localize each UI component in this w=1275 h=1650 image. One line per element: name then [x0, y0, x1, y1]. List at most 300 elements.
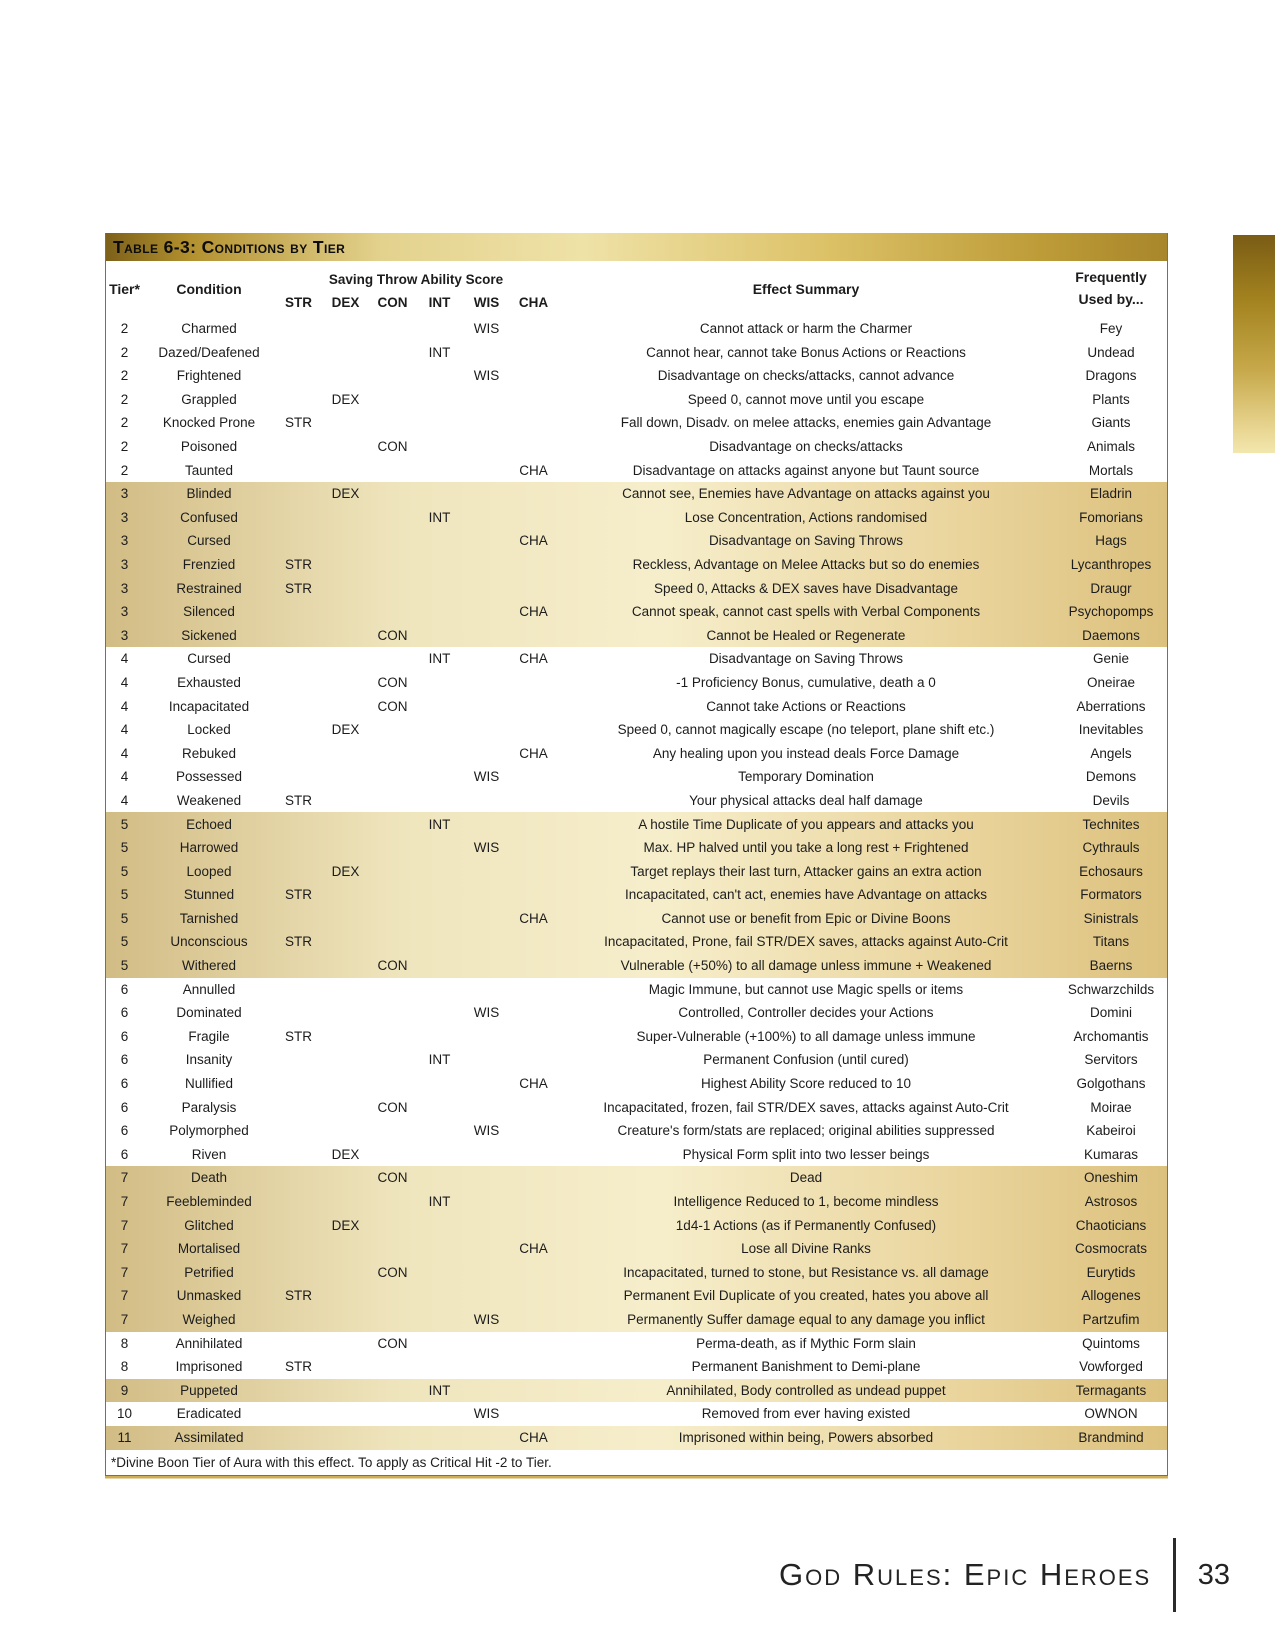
tier-cell: 6: [120, 981, 129, 997]
save-cell-con: CON: [377, 1335, 408, 1351]
table-row: [106, 1001, 1167, 1025]
used-by-cell: Cosmocrats: [1074, 1241, 1147, 1257]
effect-cell: Speed 0, cannot magically escape (no teleport, plane shift etc.): [617, 722, 995, 738]
table-row: [106, 1261, 1167, 1285]
effect-cell: Max. HP halved until you take a long rest + Frightened: [643, 840, 969, 856]
header-effect-summary: Effect Summary: [752, 281, 860, 297]
used-by-cell: Allogenes: [1081, 1288, 1141, 1304]
effect-cell: Permanently Suffer damage equal to any damage you inflict: [627, 1311, 985, 1327]
tier-cell: 6: [120, 1076, 129, 1092]
header-used-by-line2: Used by...: [1078, 291, 1144, 307]
tier-cell: 3: [120, 604, 129, 620]
table-row: [106, 1214, 1167, 1238]
tier-cell: 5: [120, 934, 129, 950]
condition-cell: Exhausted: [177, 674, 241, 690]
condition-cell: Glitched: [184, 1217, 234, 1233]
condition-cell: Stunned: [183, 887, 235, 903]
tier-cell: 5: [120, 887, 129, 903]
effect-cell: Dead: [789, 1170, 823, 1186]
header-ability-dex: DEX: [331, 295, 360, 310]
tier-cell: 4: [120, 769, 129, 785]
effect-cell: Permanent Confusion (until cured): [703, 1052, 909, 1068]
save-cell-cha: CHA: [519, 1429, 548, 1445]
table-row: [106, 529, 1167, 553]
tier-cell: 5: [120, 840, 129, 856]
effect-cell: Incapacitated, can't act, enemies have Advantage on attacks: [624, 887, 988, 903]
used-by-cell: Domini: [1089, 1005, 1132, 1021]
save-cell-str: STR: [285, 1028, 312, 1044]
save-cell-dex: DEX: [331, 1146, 360, 1162]
table-row: [106, 1166, 1167, 1190]
effect-cell: Cannot attack or harm the Charmer: [699, 321, 913, 337]
footer-divider: [1173, 1538, 1176, 1612]
effect-cell: Imprisoned within being, Powers absorbed: [678, 1429, 934, 1445]
save-cell-wis: WIS: [473, 321, 500, 337]
condition-cell: Dazed/Deafened: [158, 344, 260, 360]
condition-cell: Knocked Prone: [162, 415, 256, 431]
table-row: [106, 1426, 1167, 1450]
used-by-cell: Psychopomps: [1068, 604, 1154, 620]
table-row: [106, 647, 1167, 671]
used-by-cell: Fey: [1099, 321, 1123, 337]
header-frequently-used-by: [1055, 261, 1167, 317]
used-by-cell: Plants: [1092, 391, 1130, 407]
condition-cell: Polymorphed: [169, 1123, 249, 1139]
table-row: [106, 789, 1167, 813]
tier-cell: 4: [120, 792, 129, 808]
tier-cell: 4: [120, 745, 129, 761]
used-by-cell: Animals: [1086, 439, 1135, 455]
table-row: [106, 553, 1167, 577]
save-cell-wis: WIS: [473, 1311, 500, 1327]
effect-cell: 1d4-1 Actions (as if Permanently Confused): [675, 1217, 937, 1233]
effect-cell: Highest Ability Score reduced to 10: [700, 1076, 912, 1092]
effect-cell: Disadvantage on checks/attacks: [709, 439, 903, 455]
used-by-cell: Titans: [1092, 934, 1130, 950]
table-row: [106, 695, 1167, 719]
book-title: God Rules: Epic Heroes: [779, 1557, 1152, 1592]
save-cell-cha: CHA: [519, 910, 548, 926]
used-by-cell: Baerns: [1089, 958, 1133, 974]
table-row: [106, 1237, 1167, 1261]
effect-cell: Permanent Banishment to Demi-plane: [691, 1359, 921, 1375]
condition-cell: Puppeted: [180, 1382, 238, 1398]
table-row: [106, 459, 1167, 483]
tier-cell: 4: [120, 722, 129, 738]
header-ability-wis: WIS: [473, 295, 500, 310]
save-cell-str: STR: [285, 580, 312, 596]
effect-cell: Vulnerable (+50%) to all damage unless immune + Weakened: [620, 958, 992, 974]
tier-cell: 2: [120, 344, 129, 360]
effect-cell: Speed 0, Attacks & DEX saves have Disadvantage: [654, 580, 958, 596]
effect-cell: Lose all Divine Ranks: [741, 1241, 871, 1257]
condition-cell: Cursed: [187, 533, 231, 549]
save-cell-int: INT: [428, 816, 451, 832]
save-cell-wis: WIS: [473, 1005, 500, 1021]
page-footer: [779, 1538, 1230, 1612]
table-header: [106, 261, 1167, 317]
effect-cell: Reckless, Advantage on Melee Attacks but so do enemies: [632, 556, 980, 572]
condition-cell: Death: [190, 1170, 228, 1186]
table-row: [106, 482, 1167, 506]
used-by-cell: Angels: [1090, 745, 1132, 761]
save-cell-int: INT: [428, 344, 451, 360]
tier-cell: 7: [120, 1264, 129, 1280]
tier-cell: 2: [120, 462, 129, 478]
condition-cell: Unmasked: [176, 1288, 242, 1304]
save-cell-dex: DEX: [331, 1217, 360, 1233]
header-ability-columns: [275, 288, 557, 317]
effect-cell: Disadvantage on Saving Throws: [708, 651, 904, 667]
used-by-cell: Cythrauls: [1082, 840, 1140, 856]
condition-cell: Dominated: [176, 1005, 242, 1021]
tier-cell: 3: [120, 580, 129, 596]
table-row: [106, 317, 1167, 341]
tier-cell: 4: [120, 698, 129, 714]
used-by-cell: Giants: [1091, 415, 1131, 431]
save-cell-cha: CHA: [519, 1076, 548, 1092]
effect-cell: Incapacitated, turned to stone, but Resistance vs. all damage: [623, 1264, 989, 1280]
used-by-cell: Draugr: [1090, 580, 1132, 596]
tier-cell: 7: [120, 1311, 129, 1327]
effect-cell: Disadvantage on checks/attacks, cannot advance: [657, 368, 955, 384]
condition-cell: Rebuked: [181, 745, 237, 761]
table-row: [106, 765, 1167, 789]
used-by-cell: Demons: [1085, 769, 1137, 785]
table-row: [106, 506, 1167, 530]
tier-cell: 3: [120, 486, 129, 502]
tier-cell: 5: [120, 816, 129, 832]
tier-cell: 6: [120, 1028, 129, 1044]
effect-cell: Super-Vulnerable (+100%) to all damage unless immune: [636, 1028, 976, 1044]
save-cell-str: STR: [285, 887, 312, 903]
effect-cell: Incapacitated, Prone, fail STR/DEX saves, attacks against Auto-Crit: [604, 934, 1008, 950]
table-row: [106, 978, 1167, 1002]
effect-cell: Any healing upon you instead deals Force Damage: [652, 745, 960, 761]
condition-cell: Imprisoned: [175, 1359, 243, 1375]
condition-cell: Weighed: [182, 1311, 236, 1327]
condition-cell: Charmed: [181, 321, 237, 337]
tier-cell: 6: [120, 1146, 129, 1162]
tier-cell: 7: [120, 1170, 129, 1186]
effect-cell: -1 Proficiency Bonus, cumulative, death a 0: [676, 674, 936, 690]
condition-cell: Confused: [180, 509, 238, 525]
condition-cell: Grappled: [181, 391, 237, 407]
used-by-cell: Eladrin: [1089, 486, 1133, 502]
used-by-cell: Formators: [1080, 887, 1142, 903]
tier-cell: 7: [120, 1288, 129, 1304]
condition-cell: Sickened: [181, 627, 237, 643]
condition-cell: Fragile: [188, 1028, 230, 1044]
tier-cell: 2: [120, 368, 129, 384]
condition-cell: Mortalised: [177, 1241, 241, 1257]
header-ability-str: STR: [285, 295, 312, 310]
condition-cell: Feebleminded: [166, 1194, 252, 1210]
effect-cell: Physical Form split into two lesser beings: [682, 1146, 930, 1162]
save-cell-cha: CHA: [519, 745, 548, 761]
used-by-cell: Archomantis: [1073, 1028, 1149, 1044]
tier-cell: 7: [120, 1194, 129, 1210]
condition-cell: Riven: [191, 1146, 227, 1162]
header-used-by-line1: Frequently: [1075, 269, 1147, 286]
effect-cell: Magic Immune, but cannot use Magic spells or items: [648, 981, 964, 997]
save-cell-wis: WIS: [473, 840, 500, 856]
used-by-cell: Sinistrals: [1083, 910, 1139, 926]
save-cell-int: INT: [428, 1382, 451, 1398]
effect-cell: Fall down, Disadv. on melee attacks, enemies gain Advantage: [620, 415, 992, 431]
used-by-cell: Aberrations: [1076, 698, 1146, 714]
condition-cell: Looped: [186, 863, 232, 879]
used-by-cell: Devils: [1092, 792, 1130, 808]
save-cell-int: INT: [428, 1194, 451, 1210]
save-cell-con: CON: [377, 674, 408, 690]
tier-cell: 3: [120, 509, 129, 525]
save-cell-str: STR: [285, 934, 312, 950]
save-cell-cha: CHA: [519, 651, 548, 667]
save-cell-wis: WIS: [473, 1123, 500, 1139]
tier-cell: 7: [120, 1241, 129, 1257]
used-by-cell: Hags: [1095, 533, 1127, 549]
tier-cell: 2: [120, 391, 129, 407]
tier-cell: 2: [120, 439, 129, 455]
table-row: [106, 577, 1167, 601]
save-cell-con: CON: [377, 439, 408, 455]
conditions-by-tier-table: [105, 233, 1168, 1476]
effect-cell: Target replays their last turn, Attacker gains an extra action: [630, 863, 982, 879]
tier-cell: 5: [120, 910, 129, 926]
condition-cell: Weakened: [176, 792, 242, 808]
save-cell-cha: CHA: [519, 604, 548, 620]
table-row: [106, 364, 1167, 388]
table-row: [106, 1284, 1167, 1308]
tier-cell: 6: [120, 1005, 129, 1021]
tier-cell: 8: [120, 1359, 129, 1375]
used-by-cell: Oneirae: [1086, 674, 1136, 690]
condition-cell: Taunted: [184, 462, 234, 478]
tier-cell: 2: [120, 321, 129, 337]
condition-cell: Restrained: [176, 580, 242, 596]
save-cell-int: INT: [428, 1052, 451, 1068]
effect-cell: Lose Concentration, Actions randomised: [684, 509, 928, 525]
save-cell-str: STR: [285, 1359, 312, 1375]
table-row: [106, 883, 1167, 907]
effect-cell: Removed from ever having existed: [701, 1406, 911, 1422]
tier-cell: 11: [117, 1429, 132, 1445]
condition-cell: Petrified: [184, 1264, 234, 1280]
used-by-cell: Eurytids: [1086, 1264, 1136, 1280]
effect-cell: Disadvantage on Saving Throws: [708, 533, 904, 549]
tier-cell: 7: [120, 1217, 129, 1233]
condition-cell: Blinded: [186, 486, 232, 502]
tier-cell: 5: [120, 863, 129, 879]
table-row: [106, 1096, 1167, 1120]
used-by-cell: Echosaurs: [1079, 863, 1143, 879]
condition-cell: Incapacitated: [168, 698, 250, 714]
condition-cell: Frightened: [176, 368, 242, 384]
used-by-cell: Undead: [1087, 344, 1135, 360]
used-by-cell: Quintoms: [1082, 1335, 1140, 1351]
condition-cell: Paralysis: [181, 1099, 237, 1115]
used-by-cell: Oneshim: [1083, 1170, 1139, 1186]
save-cell-con: CON: [377, 1099, 408, 1115]
effect-cell: Cannot take Actions or Reactions: [706, 698, 906, 714]
effect-cell: Incapacitated, frozen, fail STR/DEX saves, attacks against Auto-Crit: [603, 1099, 1009, 1115]
save-cell-con: CON: [377, 1170, 408, 1186]
used-by-cell: Technites: [1082, 816, 1140, 832]
condition-cell: Nullified: [184, 1076, 234, 1092]
tier-cell: 10: [116, 1406, 133, 1422]
effect-cell: Temporary Domination: [738, 769, 874, 785]
save-cell-int: INT: [428, 509, 451, 525]
save-cell-int: INT: [428, 651, 451, 667]
effect-cell: Cannot use or benefit from Epic or Divine Boons: [661, 910, 951, 926]
used-by-cell: Kumaras: [1083, 1146, 1139, 1162]
save-cell-str: STR: [285, 1288, 312, 1304]
table-title: Table 6-3: Conditions by Tier: [106, 233, 1167, 261]
condition-cell: Locked: [187, 722, 231, 738]
header-ability-int: INT: [428, 295, 451, 310]
tier-cell: 4: [120, 651, 129, 667]
save-cell-str: STR: [285, 556, 312, 572]
used-by-cell: Inevitables: [1078, 722, 1144, 738]
used-by-cell: Schwarzchilds: [1067, 981, 1155, 997]
condition-cell: Frenzied: [182, 556, 236, 572]
table-row: [106, 600, 1167, 624]
save-cell-dex: DEX: [331, 391, 360, 407]
used-by-cell: Lycanthropes: [1070, 556, 1152, 572]
effect-cell: Annihilated, Body controlled as undead puppet: [666, 1382, 946, 1398]
used-by-cell: Chaoticians: [1075, 1217, 1147, 1233]
table-row: [106, 411, 1167, 435]
effect-cell: Cannot hear, cannot take Bonus Actions or Reactions: [646, 344, 966, 360]
table-row: [106, 907, 1167, 931]
table-row: [106, 624, 1167, 648]
used-by-cell: Brandmind: [1078, 1429, 1144, 1445]
effect-cell: Disadvantage on attacks against anyone but Taunt source: [632, 462, 980, 478]
tier-cell: 3: [120, 533, 129, 549]
table-row: [106, 836, 1167, 860]
header-ability-cha: CHA: [518, 295, 549, 310]
used-by-cell: Golgothans: [1076, 1076, 1146, 1092]
condition-cell: Insanity: [185, 1052, 233, 1068]
table-row: [106, 388, 1167, 412]
page-number: 33: [1197, 1558, 1230, 1591]
header-saving-throw-group: Saving Throw Ability Score: [328, 272, 504, 287]
condition-cell: Echoed: [186, 816, 232, 832]
tier-cell: 4: [120, 674, 129, 690]
table-row: [106, 1379, 1167, 1403]
effect-cell: Your physical attacks deal half damage: [689, 792, 923, 808]
used-by-cell: Vowforged: [1079, 1359, 1143, 1375]
table-row: [106, 341, 1167, 365]
table-footnote: *Divine Boon Tier of Aura with this effect. To apply as Critical Hit -2 to Tier.: [106, 1450, 1167, 1475]
save-cell-con: CON: [377, 958, 408, 974]
table-body: [106, 317, 1167, 1450]
save-cell-con: CON: [377, 1264, 408, 1280]
effect-cell: Intelligence Reduced to 1, become mindless: [673, 1194, 939, 1210]
header-tier: Tier*: [109, 281, 140, 297]
condition-cell: Eradicated: [176, 1406, 242, 1422]
effect-cell: Permanent Evil Duplicate of you created, hates you above all: [623, 1288, 989, 1304]
table-row: [106, 1402, 1167, 1426]
effect-cell: Cannot see, Enemies have Advantage on attacks against you: [622, 486, 990, 502]
tier-cell: 9: [120, 1382, 129, 1398]
save-cell-cha: CHA: [519, 462, 548, 478]
header-condition: Condition: [176, 281, 242, 297]
used-by-cell: Genie: [1092, 651, 1130, 667]
condition-cell: Harrowed: [179, 840, 239, 856]
effect-cell: Creature's form/stats are replaced; original abilities suppressed: [617, 1123, 995, 1139]
used-by-cell: Partzufim: [1082, 1311, 1140, 1327]
used-by-cell: Astrosos: [1084, 1194, 1138, 1210]
used-by-cell: Servitors: [1084, 1052, 1138, 1068]
tier-cell: 6: [120, 1052, 129, 1068]
save-cell-cha: CHA: [519, 533, 548, 549]
table-row: [106, 1048, 1167, 1072]
effect-cell: Controlled, Controller decides your Actions: [678, 1005, 934, 1021]
used-by-cell: Moirae: [1090, 1099, 1132, 1115]
save-cell-dex: DEX: [331, 863, 360, 879]
table-row: [106, 742, 1167, 766]
save-cell-wis: WIS: [473, 1406, 500, 1422]
used-by-cell: Kabeiroi: [1086, 1123, 1136, 1139]
effect-cell: Cannot speak, cannot cast spells with Verbal Components: [631, 604, 981, 620]
condition-cell: Assimilated: [174, 1429, 244, 1445]
chapter-tab-decoration: [1233, 235, 1275, 453]
table-row: [106, 812, 1167, 836]
used-by-cell: Daemons: [1082, 627, 1140, 643]
used-by-cell: Fomorians: [1079, 509, 1143, 525]
condition-cell: Unconscious: [170, 934, 248, 950]
used-by-cell: Mortals: [1088, 462, 1134, 478]
tier-cell: 3: [120, 556, 129, 572]
table-row: [106, 1332, 1167, 1356]
tier-cell: 6: [120, 1123, 129, 1139]
table-row: [106, 1025, 1167, 1049]
effect-cell: Speed 0, cannot move until you escape: [687, 391, 925, 407]
condition-cell: Silenced: [183, 604, 235, 620]
table-row: [106, 1143, 1167, 1167]
save-cell-wis: WIS: [473, 769, 500, 785]
effect-cell: A hostile Time Duplicate of you appears and attacks you: [638, 816, 974, 832]
save-cell-str: STR: [285, 792, 312, 808]
tier-cell: 3: [120, 627, 129, 643]
used-by-cell: OWNON: [1084, 1406, 1138, 1422]
table-row: [106, 1072, 1167, 1096]
table-row: [106, 1119, 1167, 1143]
tier-cell: 6: [120, 1099, 129, 1115]
condition-cell: Withered: [181, 958, 237, 974]
save-cell-dex: DEX: [331, 486, 360, 502]
condition-cell: Possessed: [175, 769, 243, 785]
save-cell-con: CON: [377, 627, 408, 643]
table-row: [106, 435, 1167, 459]
effect-cell: Perma-death, as if Mythic Form slain: [696, 1335, 916, 1351]
table-row: [106, 1308, 1167, 1332]
save-cell-dex: DEX: [331, 722, 360, 738]
save-cell-con: CON: [377, 698, 408, 714]
save-cell-wis: WIS: [473, 368, 500, 384]
header-ability-con: CON: [377, 295, 408, 310]
condition-cell: Tarnished: [179, 910, 239, 926]
condition-cell: Cursed: [187, 651, 231, 667]
effect-cell: Cannot be Healed or Regenerate: [706, 627, 906, 643]
table-row: [106, 930, 1167, 954]
condition-cell: Poisoned: [180, 439, 238, 455]
condition-cell: Annihilated: [175, 1335, 243, 1351]
table-row: [106, 860, 1167, 884]
table-row: [106, 671, 1167, 695]
